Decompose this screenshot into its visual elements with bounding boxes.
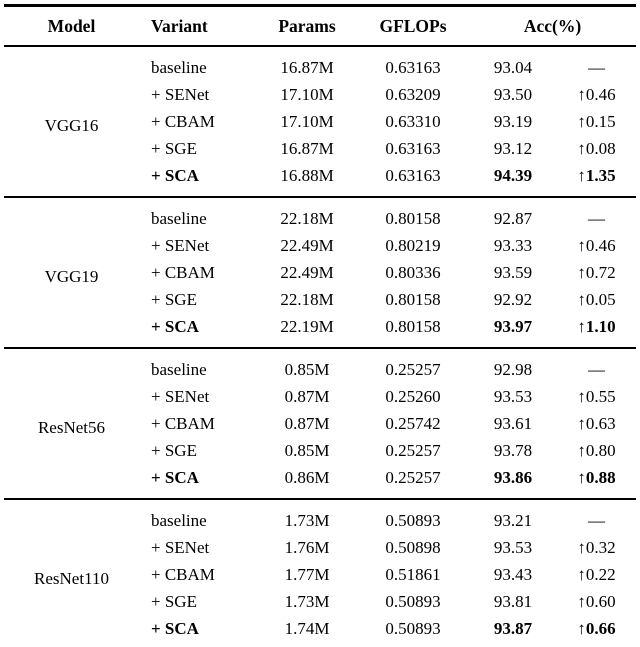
variant-cell: + CBAM [151, 414, 215, 433]
variant-cell: baseline [151, 511, 207, 530]
variant-cell: + SENet [151, 538, 210, 557]
params-cell: 16.87M [280, 58, 334, 77]
variant-cell: + SENet [151, 85, 210, 104]
delta-cell: — [588, 209, 605, 228]
acc-cell: 93.59 [493, 263, 533, 282]
variant-cell: baseline [151, 360, 207, 379]
delta-cell: ↑1.35 [577, 166, 616, 185]
delta-cell: ↑1.10 [577, 317, 616, 336]
params-cell: 17.10M [280, 112, 334, 131]
acc-cell: 93.81 [493, 592, 533, 611]
table-header [4, 6, 636, 47]
acc-cell: 93.87 [493, 619, 533, 638]
acc-cell: 93.43 [493, 565, 533, 584]
variant-cell: + CBAM [151, 565, 215, 584]
delta-cell: ↑0.55 [577, 387, 616, 406]
acc-cell: 93.78 [493, 441, 533, 460]
variant-cell: + SCA [151, 619, 199, 638]
gflops-cell: 0.50893 [385, 619, 441, 638]
variant-cell: + CBAM [151, 112, 215, 131]
variant-cell: + SGE [151, 592, 197, 611]
acc-cell: 93.21 [493, 511, 533, 530]
variant-cell: + SCA [151, 468, 199, 487]
delta-cell: ↑0.63 [577, 414, 616, 433]
acc-cell: 94.39 [493, 166, 533, 185]
col-header-acc: Acc(%) [523, 16, 582, 36]
delta-cell: ↑0.60 [577, 592, 616, 611]
params-cell: 1.77M [284, 565, 330, 584]
params-cell: 1.76M [284, 538, 330, 557]
acc-cell: 92.92 [493, 290, 533, 309]
params-cell: 1.74M [284, 619, 330, 638]
gflops-cell: 0.25257 [385, 441, 441, 460]
col-header-params: Params [278, 16, 336, 36]
results-table [4, 4, 636, 647]
acc-cell: 93.97 [493, 317, 533, 336]
params-cell: 22.49M [280, 263, 334, 282]
variant-cell: + SENet [151, 387, 210, 406]
variant-cell: + SGE [151, 441, 197, 460]
gflops-cell: 0.50898 [385, 538, 441, 557]
params-cell: 22.18M [280, 209, 334, 228]
gflops-cell: 0.63163 [385, 139, 441, 158]
params-cell: 0.87M [284, 414, 330, 433]
params-cell: 22.18M [280, 290, 334, 309]
table-body [4, 46, 636, 647]
table-row [4, 197, 636, 232]
delta-cell: ↑0.15 [577, 112, 616, 131]
variant-cell: baseline [151, 58, 207, 77]
params-cell: 17.10M [280, 85, 334, 104]
delta-cell: ↑0.66 [577, 619, 616, 638]
gflops-cell: 0.63209 [385, 85, 441, 104]
params-cell: 1.73M [284, 592, 330, 611]
col-header-model: Model [47, 16, 96, 36]
model-name: ResNet110 [34, 568, 109, 588]
acc-cell: 93.12 [493, 139, 533, 158]
gflops-cell: 0.25257 [385, 360, 441, 379]
delta-cell: — [588, 360, 605, 379]
acc-cell: 93.53 [493, 538, 533, 557]
col-header-variant: Variant [151, 16, 208, 36]
acc-cell: 93.61 [493, 414, 533, 433]
params-cell: 0.87M [284, 387, 330, 406]
delta-cell: ↑0.32 [577, 538, 616, 557]
acc-cell: 93.50 [493, 85, 533, 104]
acc-cell: 93.53 [493, 387, 533, 406]
table-row [4, 46, 636, 81]
table-row [4, 499, 636, 534]
delta-cell: — [588, 511, 605, 530]
variant-cell: + SENet [151, 236, 210, 255]
gflops-cell: 0.25257 [385, 468, 441, 487]
variant-cell: + SCA [151, 166, 199, 185]
acc-cell: 93.86 [493, 468, 533, 487]
model-name: ResNet56 [37, 417, 106, 437]
acc-cell: 93.33 [493, 236, 533, 255]
delta-cell: ↑0.80 [577, 441, 616, 460]
acc-cell: 92.98 [493, 360, 533, 379]
params-cell: 22.19M [280, 317, 334, 336]
gflops-cell: 0.25742 [385, 414, 441, 433]
params-cell: 16.88M [280, 166, 334, 185]
model-name: VGG16 [44, 115, 99, 135]
delta-cell: ↑0.46 [577, 236, 616, 255]
variant-cell: + CBAM [151, 263, 215, 282]
gflops-cell: 0.80336 [385, 263, 441, 282]
delta-cell: ↑0.08 [577, 139, 616, 158]
header-row [4, 6, 636, 47]
variant-cell: baseline [151, 209, 207, 228]
gflops-cell: 0.80158 [385, 290, 441, 309]
gflops-cell: 0.50893 [385, 592, 441, 611]
delta-cell: ↑0.22 [577, 565, 616, 584]
gflops-cell: 0.63163 [385, 58, 441, 77]
gflops-cell: 0.63310 [385, 112, 441, 131]
params-cell: 0.86M [284, 468, 330, 487]
params-cell: 1.73M [284, 511, 330, 530]
acc-cell: 93.19 [493, 112, 533, 131]
delta-cell: ↑0.72 [577, 263, 616, 282]
params-cell: 0.85M [284, 441, 330, 460]
delta-cell: ↑0.46 [577, 85, 616, 104]
acc-cell: 93.04 [493, 58, 533, 77]
delta-cell: ↑0.05 [577, 290, 616, 309]
params-cell: 0.85M [284, 360, 330, 379]
params-cell: 16.87M [280, 139, 334, 158]
gflops-cell: 0.25260 [385, 387, 441, 406]
model-name: VGG19 [44, 266, 99, 286]
delta-cell: ↑0.88 [577, 468, 616, 487]
gflops-cell: 0.63163 [385, 166, 441, 185]
gflops-cell: 0.80158 [385, 209, 441, 228]
gflops-cell: 0.51861 [385, 565, 441, 584]
params-cell: 22.49M [280, 236, 334, 255]
delta-cell: — [588, 58, 605, 77]
col-header-gflops: GFLOPs [379, 16, 447, 36]
table-row [4, 348, 636, 383]
variant-cell: + SGE [151, 290, 197, 309]
gflops-cell: 0.50893 [385, 511, 441, 530]
gflops-cell: 0.80219 [385, 236, 441, 255]
variant-cell: + SCA [151, 317, 199, 336]
gflops-cell: 0.80158 [385, 317, 441, 336]
acc-cell: 92.87 [493, 209, 533, 228]
variant-cell: + SGE [151, 139, 197, 158]
